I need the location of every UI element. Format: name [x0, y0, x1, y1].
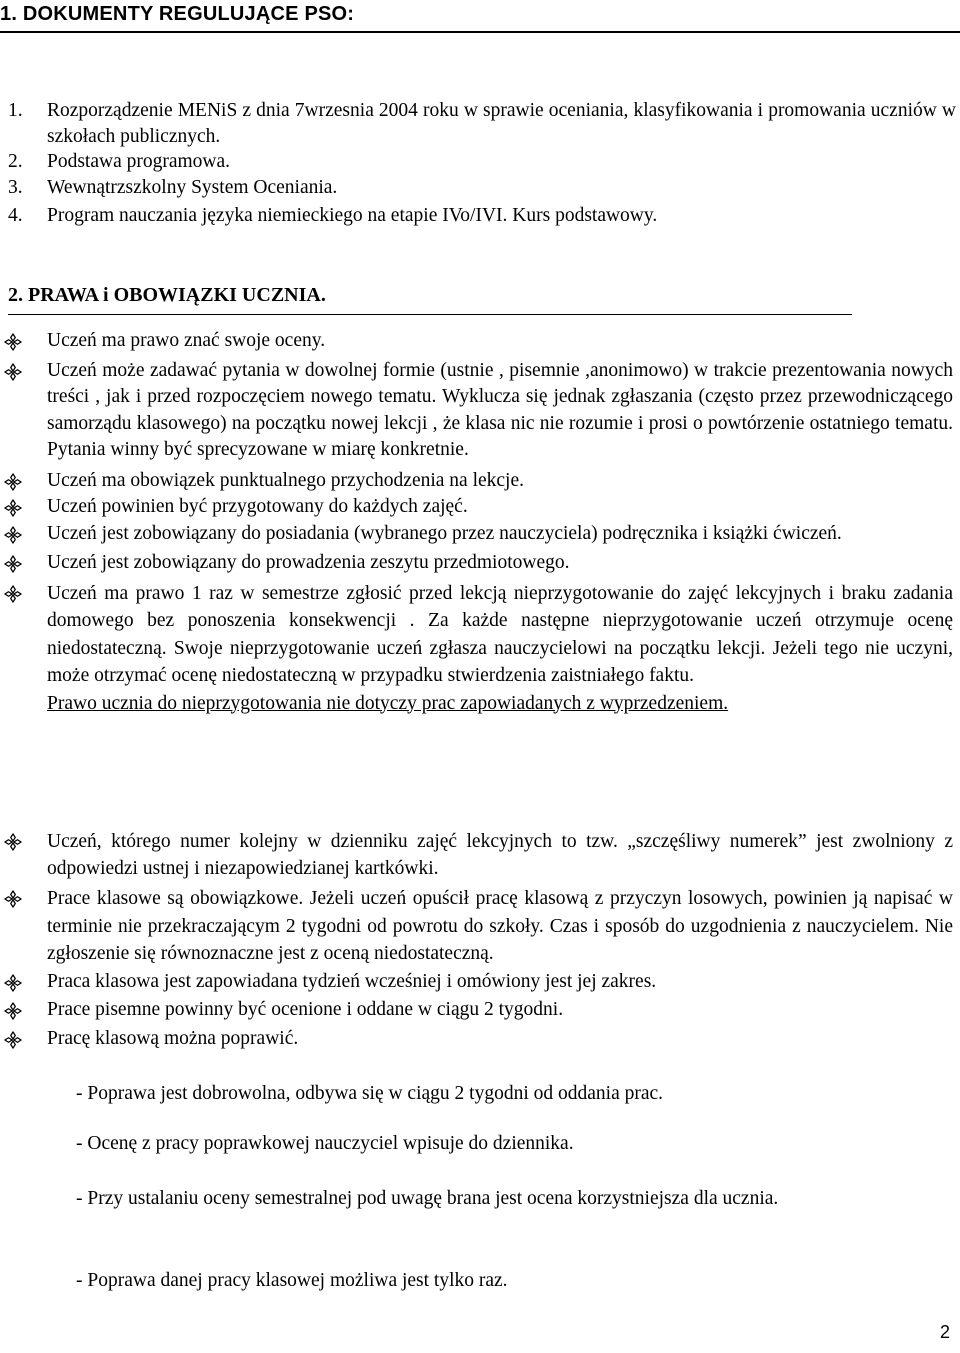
list-item — [0, 580, 953, 718]
diamond-bullet-icon — [4, 499, 22, 517]
list-number: 3. — [8, 176, 23, 198]
list-item — [0, 494, 953, 521]
list-text: Uczeń może zadawać pytania w dowolnej formie (ustnie , pisemnie ,anonimowo) w trakcie prezentowania nowych treści , jak i przed rozpoczęciem nowego tematu. Wyklucza się jednak zgłaszania (często przez przewodniczącego samorządu klasowego) na początku nowej lekcji , że klasa nic nie rozumie i prosi o powtórzenie ostatniego tematu. Pytania winny być sprecyzowane w miarę konkretnie. — [47, 359, 953, 460]
diamond-bullet-icon — [4, 473, 22, 491]
list-item — [0, 828, 953, 882]
list-item — [0, 98, 960, 149]
list-text: Program nauczania języka niemieckiego na etapie IVo/IVI. Kurs podstawowy. — [47, 205, 658, 226]
list-item — [0, 997, 953, 1024]
list-text: Uczeń powinien być przygotowany do każdych zajęć. — [47, 496, 468, 517]
list-item — [0, 550, 953, 577]
page-number: 2 — [939, 1322, 950, 1342]
rules-list — [0, 328, 953, 717]
list-item — [0, 521, 953, 548]
list-text: Uczeń ma obowiązek punktualnego przychodzenia na lekcje. — [47, 469, 524, 491]
list-number: 4. — [8, 205, 23, 226]
list-number: 2. — [8, 151, 23, 172]
section-heading-2-text: 2. PRAWA i OBOWIĄZKI UCZNIA. — [8, 284, 326, 306]
list-item — [0, 203, 960, 229]
sub-item: - Ocenę z pracy poprawkowej nauczyciel wpisuje do dziennika. — [76, 1133, 574, 1154]
diamond-bullet-icon — [4, 333, 22, 351]
sub-item: - Poprawa danej pracy klasowej możliwa jest tylko raz. — [76, 1270, 508, 1291]
section-heading-1-text: 1. DOKUMENTY REGULUJĄCE PSO: — [0, 3, 355, 25]
diamond-bullet-icon — [4, 363, 22, 381]
list-item — [0, 328, 953, 355]
diamond-bullet-icon — [4, 890, 22, 908]
list-text: Uczeń, którego numer kolejny w dzienniku zajęć lekcyjnych to tzw. „szczęśliwy numerek” jest zwolniony z odpowiedzi ustnej i niezapowiedzianej kartkówki. — [47, 831, 953, 879]
heading-underline — [8, 314, 852, 315]
list-item — [0, 969, 953, 996]
list-text: Uczeń ma prawo 1 raz w semestrze zgłosić przed lekcją nieprzygotowanie do zajęć lekcyjnych i braku zadania domowego bez ponoszenia konsekwencji . Za każde następne nieprzygotowanie uczeń otrzymuje ocenę niedostateczną. Swoje nieprzygotowanie uczeń zgłasza nauczycielowi na początku lekcji. Jeżeli tego nie uczyni, może otrzymać ocenę niedostateczną w przypadku stwierdzenia zaistniałego faktu. — [47, 582, 953, 686]
diamond-bullet-icon — [4, 974, 22, 992]
sub-item: - Przy ustalaniu oceny semestralnej pod uwagę brana jest ocena korzystniejsza dla ucznia. — [76, 1188, 779, 1209]
list-text: Podstawa programowa. — [47, 151, 231, 172]
list-text: Uczeń jest zobowiązany do posiadania (wybranego przez nauczyciela) podręcznika i książki ćwiczeń. — [47, 522, 842, 544]
diamond-bullet-icon — [4, 833, 22, 851]
diamond-bullet-icon — [4, 1002, 22, 1020]
list-item — [0, 1026, 953, 1053]
section-heading-2 — [8, 284, 852, 307]
list-item — [0, 885, 953, 968]
diamond-bullet-icon — [4, 526, 22, 544]
list-text: Wewnątrzszkolny System Oceniania. — [47, 176, 338, 198]
list-item — [0, 468, 953, 495]
rules-list-continued — [0, 828, 953, 1052]
list-item — [0, 358, 953, 464]
list-text: Uczeń ma prawo znać swoje oceny. — [47, 330, 326, 351]
sub-item: - Poprawa jest dobrowolna, odbywa się w ciągu 2 tygodni od oddania prac. — [76, 1083, 664, 1104]
list-text: Praca klasowa jest zapowiadana tydzień wcześniej i omówiony jest jej zakres. — [47, 970, 657, 992]
list-text: Prace klasowe są obowiązkowe. Jeżeli uczeń opuścił pracę klasową z przyczyn losowych, powinien ją napisać w terminie nie przekraczającym 2 tygodni od powrotu do szkoły. Czas i sposób do uzgodnienia z nauczycielem. Nie zgłoszenie się równoznaczne jest z oceną niedostateczną. — [47, 888, 953, 964]
list-text: Pracę klasową można poprawić. — [47, 1027, 299, 1049]
list-number: 1. — [8, 100, 23, 121]
list-item — [0, 149, 960, 175]
underlined-note: Prawo ucznia do nieprzygotowania nie dotyczy prac zapowiadanych z wyprzedzeniem. — [47, 692, 729, 714]
diamond-bullet-icon — [4, 555, 22, 573]
list-text: Prace pisemne powinny być ocenione i oddane w ciągu 2 tygodni. — [47, 999, 564, 1020]
section-heading-1 — [0, 0, 960, 36]
heading-rule — [0, 31, 960, 33]
list-text: Uczeń jest zobowiązany do prowadzenia zeszytu przedmiotowego. — [47, 552, 570, 573]
list-text: Rozporządzenie MENiS z dnia 7wrzesnia 2004 roku w sprawie oceniania, klasyfikowania i promowania uczniów w szkołach publicznych. — [47, 100, 956, 147]
diamond-bullet-icon — [4, 585, 22, 603]
list-item — [0, 175, 960, 201]
diamond-bullet-icon — [4, 1031, 22, 1049]
regulations-list — [0, 98, 960, 229]
